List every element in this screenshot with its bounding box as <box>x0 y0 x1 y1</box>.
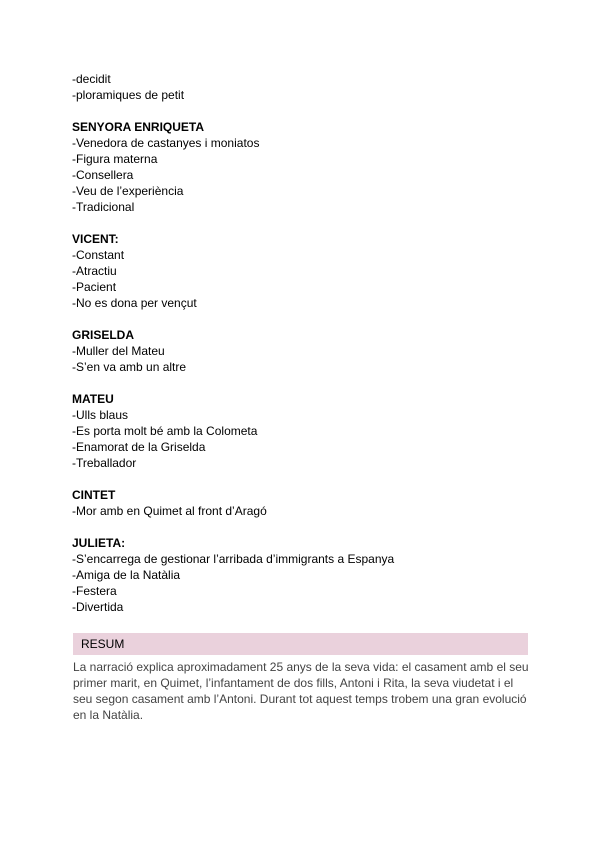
list-item: -S’en va amb un altre <box>72 360 187 374</box>
list-item: -Ulls blaus <box>72 408 129 422</box>
section-cintet <box>72 487 532 519</box>
section-heading: SENYORA ENRIQUETA <box>72 120 205 134</box>
section-griselda <box>72 327 532 375</box>
section-heading: GRISELDA <box>72 328 135 342</box>
section-heading: MATEU <box>72 392 114 406</box>
list-item: -Amiga de la Natàlia <box>72 568 181 582</box>
section-heading: CINTET <box>72 488 116 502</box>
list-item: -Enamorat de la Griselda <box>72 440 206 454</box>
list-item: -Mor amb en Quimet al front d’Aragó <box>72 504 267 518</box>
resum-heading: RESUM <box>81 637 125 651</box>
list-item: -Es porta molt bé amb la Colometa <box>72 424 258 438</box>
list-item: -Constant <box>72 248 125 262</box>
section-mateu <box>72 391 532 471</box>
list-item: -No es dona per vençut <box>72 296 197 310</box>
section-julieta <box>72 535 532 615</box>
section-heading: VICENT: <box>72 232 119 246</box>
list-item: -Consellera <box>72 168 134 182</box>
intro-list <box>72 71 532 103</box>
list-item: -Festera <box>72 584 117 598</box>
section-vicent <box>72 231 532 311</box>
list-item: -Figura materna <box>72 152 158 166</box>
list-item: -Veu de l’experiència <box>72 184 184 198</box>
list-item: -Pacient <box>72 280 117 294</box>
list-item: -Muller del Mateu <box>72 344 165 358</box>
list-item: -ploramiques de petit <box>72 88 185 102</box>
list-item: -S’encarrega de gestionar l’arribada d’immigrants a Espanya <box>72 552 395 566</box>
section-senyora-enriqueta <box>72 119 532 215</box>
resum-heading-bar <box>73 633 528 655</box>
list-item: -decidit <box>72 72 111 86</box>
list-item: -Venedora de castanyes i moniatos <box>72 136 260 150</box>
section-heading: JULIETA: <box>72 536 126 550</box>
list-item: -Atractiu <box>72 264 117 278</box>
list-item: -Divertida <box>72 600 124 614</box>
character-list <box>72 71 532 631</box>
resum-paragraph: La narració explica aproximadament 25 anys de la seva vida: el casament amb el seu primer marit, en Quimet, l’infantament de dos fills, Antoni i Rita, la seva viudetat i el seu segon casament amb l’Antoni. Durant tot aquest temps trobem una gran evolució en la Natàlia. <box>73 660 529 722</box>
list-item: -Treballador <box>72 456 137 470</box>
list-item: -Tradicional <box>72 200 135 214</box>
